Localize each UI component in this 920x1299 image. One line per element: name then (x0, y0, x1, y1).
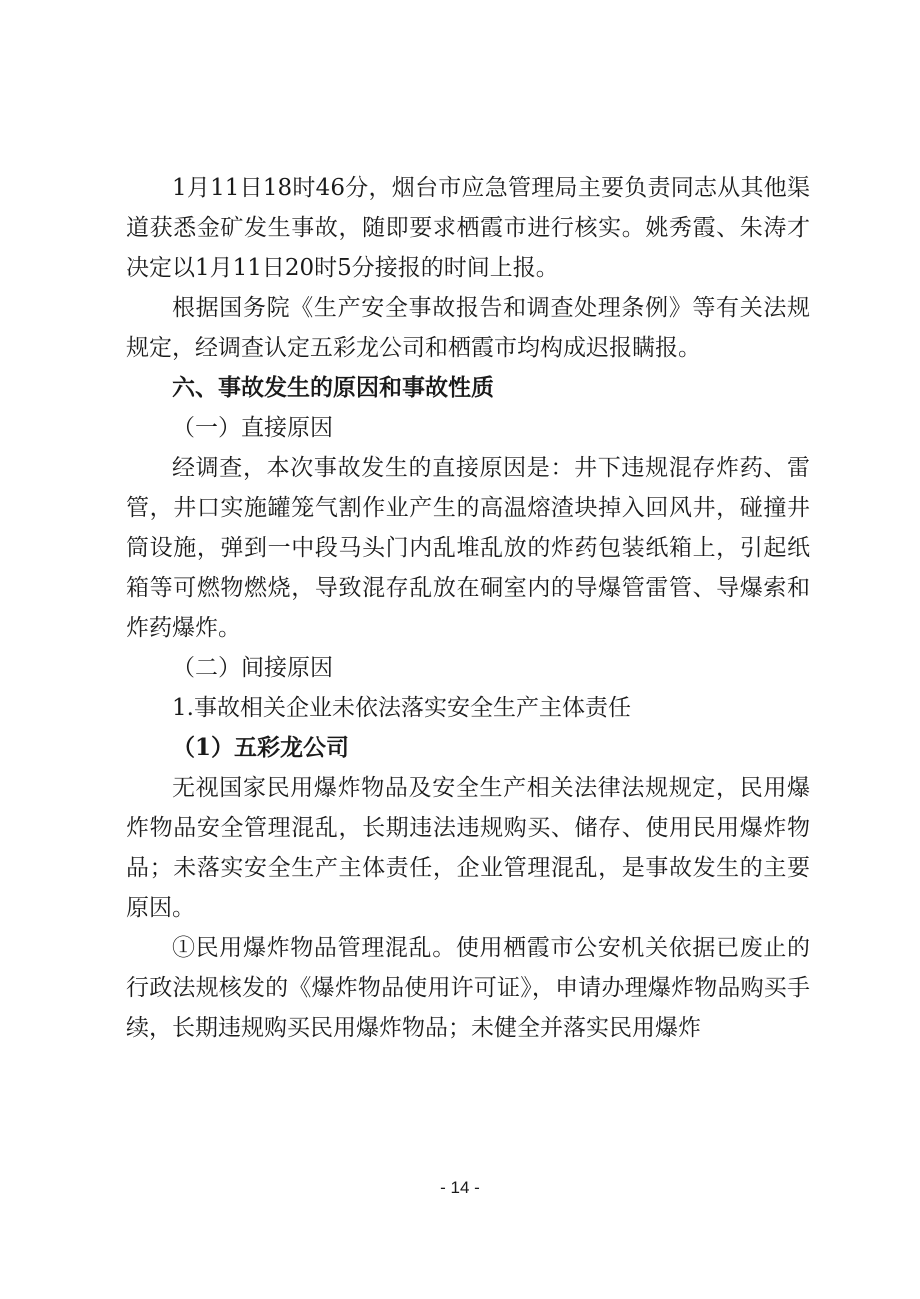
body-text (126, 168, 810, 1048)
subheading-direct-cause: （一）直接原因 (172, 415, 333, 441)
subheading-company: （1）五彩龙公司 (172, 734, 350, 761)
paragraph-regulation-finding: 根据国务院《生产安全事故报告和调查处理条例》等有关法规规定，经调查认定五彩龙公司和栖霞市均构成迟报瞒报。 (126, 295, 810, 361)
paragraph-direct-cause: 经调查，本次事故发生的直接原因是：井下违规混存炸药、雷管，井口实施罐笼气割作业产生的高温熔渣块掉入回风井，碰撞井筒设施，弹到一中段马头门内乱堆乱放的炸药包装纸箱上，引起纸箱等可燃物燃烧，导致混存乱放在硐室内的导爆管雷管、导爆索和炸药爆炸。 (126, 455, 810, 641)
subheading-indirect-cause: （二）间接原因 (172, 655, 333, 681)
subheading-enterprise-responsibility: 1.事故相关企业未依法落实安全生产主体责任 (172, 695, 631, 721)
page-number: - 14 - (440, 1178, 480, 1197)
paragraph-report-timeline: 1月11日18时46分，烟台市应急管理局主要负责同志从其他渠道获悉金矿发生事故，随即要求栖霞市进行核实。姚秀霞、朱涛才决定以1月11日20时5分接报的时间上报。 (126, 175, 810, 281)
paragraph-company-violations: 无视国家民用爆炸物品及安全生产相关法律法规规定，民用爆炸物品安全管理混乱，长期违法违规购买、储存、使用民用爆炸物品；未落实安全生产主体责任，企业管理混乱，是事故发生的主要原因。 (126, 775, 810, 921)
section-heading-causes: 六、事故发生的原因和事故性质 (172, 375, 494, 401)
paragraph-explosives-management: ①民用爆炸物品管理混乱。使用栖霞市公安机关依据已废止的行政法规核发的《爆炸物品使用许可证》，申请办理爆炸物品购买手续，长期违规购买民用爆炸物品；未健全并落实民用爆炸 (126, 935, 810, 1041)
